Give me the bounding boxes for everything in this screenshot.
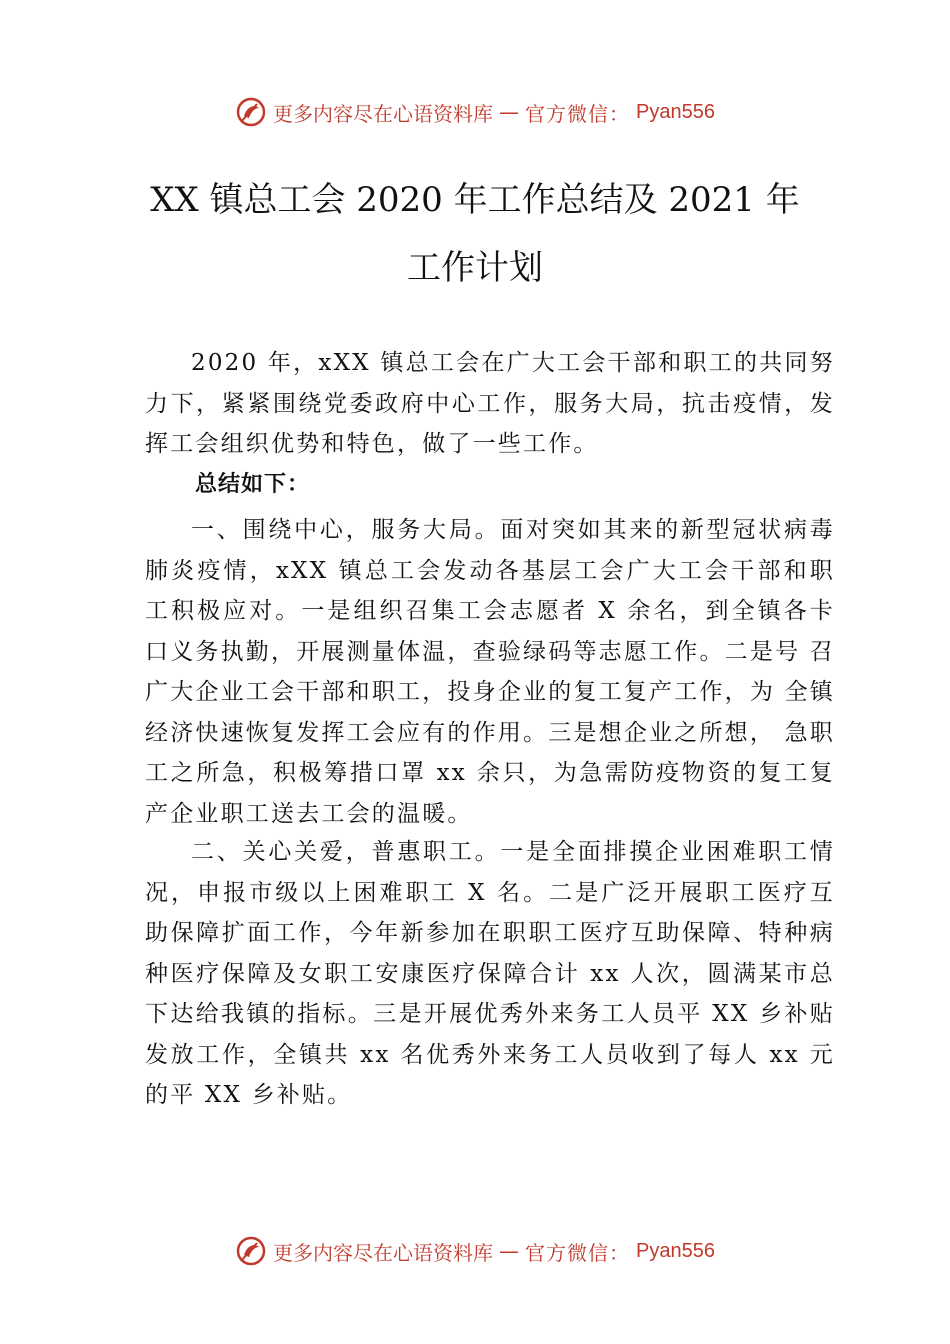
banner-wechat-id: Pyan556 xyxy=(636,1239,715,1262)
section-one-paragraph: 一、围绕中心，服务大局。面对突如其来的新型冠状病毒肺炎疫情，xXX 镇总工会发动各基层工会广大工会干部和职工积极应对。一是组织召集工会志愿者 X 余名，到全镇各卡口义务执勤，开展测量体温，查验绿码等志愿工作。二是号 召广大企业工会干部和职工，投身企业的复工复产工作，为 全镇经济快速恢复发挥工会应有的作用。三是想企业之所想， 急职工之所急，积极筹措口罩 xx 余只，为急需防疫物资的复工复产企业职工送去工会的温暖。 xyxy=(145,517,835,827)
logo-icon xyxy=(235,96,267,128)
footer-banner xyxy=(0,1235,950,1267)
document-title-line2: 工作计划 xyxy=(407,248,543,288)
section-two-paragraph: 二、关心关爱，普惠职工。一是全面排摸企业困难职工情况，申报市级以上困难职工 X 名。二是广泛开展职工医疗互助保障扩面工作，今年新参加在职职工医疗互助保障、特种病种医疗保障及女职工安康医疗保障合计 xx 人次，圆满某市总下达给我镇的指标。三是开展优秀外来务工人员平 XX 乡补贴发放工作，全镇共 xx 名优秀外来务工人员收到了每人 xx 元的平 XX 乡补贴。 xyxy=(145,839,835,1108)
section-two-block xyxy=(145,832,835,1116)
banner-wechat-label: 官方微信： xyxy=(525,101,631,126)
banner-main-text: 更多内容尽在心语资料库 xyxy=(273,101,494,126)
intro-paragraph-block xyxy=(145,343,835,465)
banner-wechat-label: 官方微信： xyxy=(525,1240,631,1265)
summary-heading: 总结如下： xyxy=(195,472,311,497)
document-title-line1: XX 镇总工会 2020 年工作总结及 2021 年 xyxy=(150,180,800,220)
section-one-block xyxy=(145,510,835,834)
logo-icon xyxy=(235,1235,267,1267)
banner-main-text: 更多内容尽在心语资料库 xyxy=(273,1240,494,1265)
banner-separator: — xyxy=(499,1239,520,1263)
intro-paragraph: 2020 年，xXX 镇总工会在广大工会干部和职工的共同努力下，紧紧围绕党委政府中心工作，服务大局，抗击疫情，发挥工会组织优势和特色，做了一些工作。 xyxy=(145,350,835,457)
banner-wechat-id: Pyan556 xyxy=(636,100,715,123)
header-banner xyxy=(0,96,950,128)
banner-separator: — xyxy=(499,100,520,124)
